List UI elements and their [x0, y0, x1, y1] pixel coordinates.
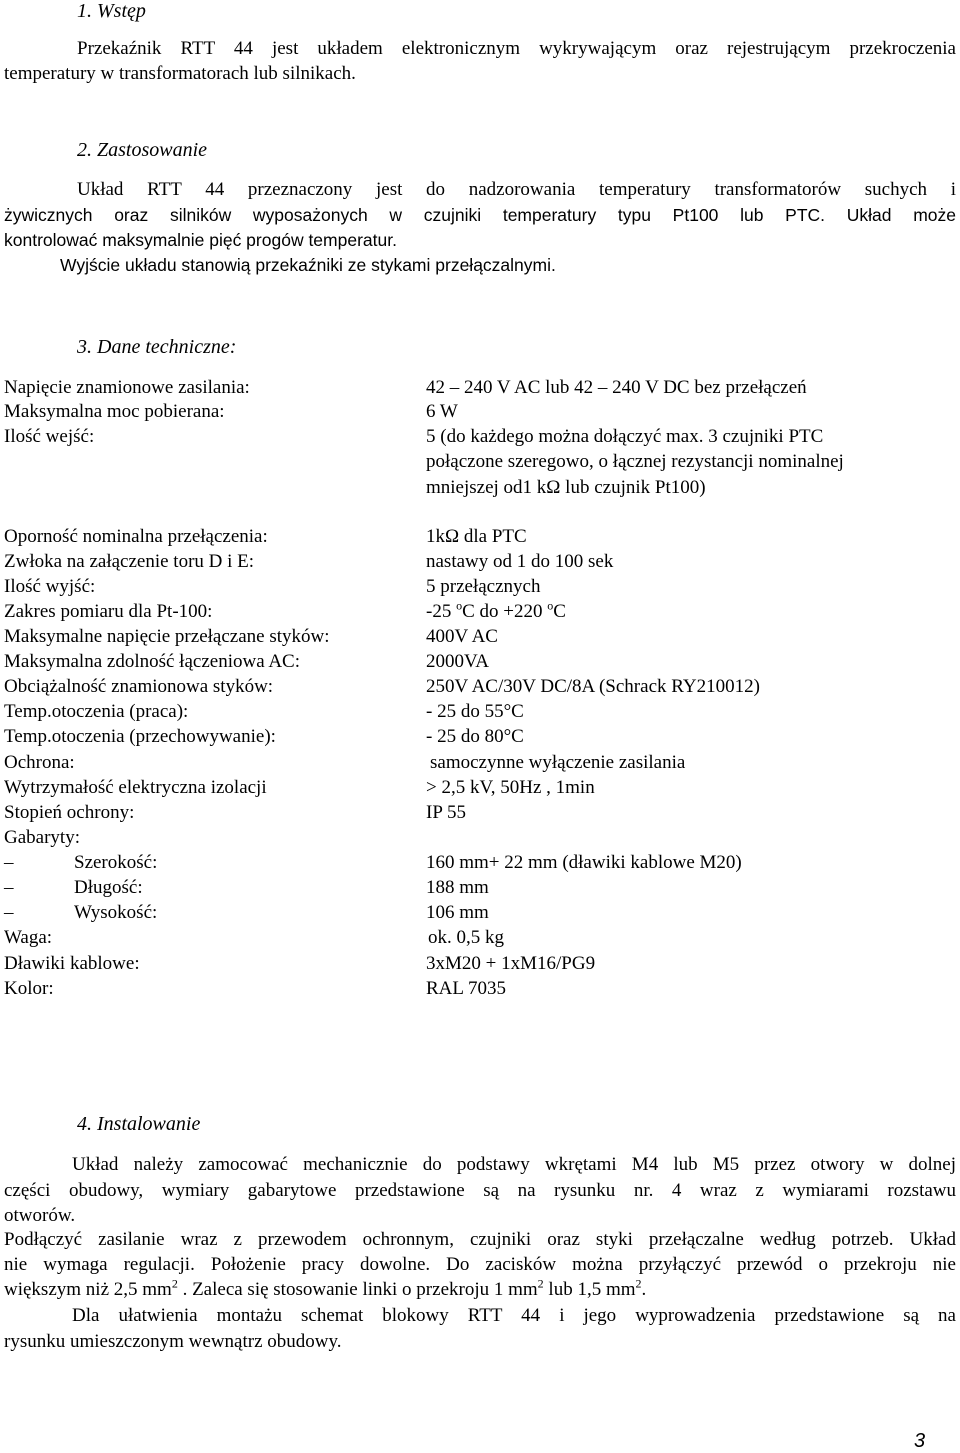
dash-bullet-icon: – — [4, 852, 14, 873]
section-3-heading: 3. Dane techniczne: — [77, 336, 237, 358]
spec-row — [4, 701, 956, 725]
spec-label: Napięcie znamionowe zasilania: — [4, 377, 250, 398]
spec-value: 6 W — [426, 401, 458, 422]
spec-row — [4, 978, 956, 1002]
spec-value-range: -25 $^o$C do +220 $^o$C — [426, 598, 566, 622]
spec-value: 400V AC — [426, 626, 498, 647]
section-4-para-3-line-2: rysunku umieszczonym wewnątrz obudowy. — [4, 1331, 342, 1352]
spec-row — [4, 626, 956, 650]
spec-inputs-value-line-3: mniejszej od1 kΩ lub czujnik Pt100) — [426, 477, 706, 498]
dash-bullet-icon: – — [4, 902, 14, 923]
spec-label: Maksymalna moc pobierana: — [4, 401, 225, 422]
spec-label: Gabaryty: — [4, 827, 80, 848]
spec-value: - 25 do 80°C — [426, 726, 524, 747]
spec-value: 188 mm — [426, 877, 489, 898]
spec-label: Maksymalna zdolność łączeniowa AC: — [4, 651, 301, 672]
section-2-heading: 2. Zastosowanie — [77, 139, 208, 161]
spec-row-supply — [4, 377, 956, 401]
section-4-para-1-line-1: Układ należy zamocować mechanicznie do podstawy wkrętami M4 lub M5 przez otwory w dolnej — [72, 1154, 956, 1175]
spec-row — [4, 526, 956, 550]
spec-label: Długość: — [74, 877, 143, 898]
spec-label: Wysokość: — [74, 902, 158, 923]
spec-label: Temp.otoczenia (praca): — [4, 701, 189, 722]
spec-row — [4, 927, 956, 951]
spec-value: samoczynne wyłączenie zasilania — [430, 752, 686, 773]
spec-value: IP 55 — [426, 802, 466, 823]
section-4-para-2-line-3: większym niż 2,5 $mm^2$ . Zaleca się stosowanie linki o przekroju 1 $mm^2$ lub 1,5 $mm^2$. — [4, 1276, 647, 1300]
section-2-line-4: Wyjście układu stanowią przekaźniki ze stykami przełączalnymi. — [60, 255, 556, 275]
section-4-para-2-line-2: nie wymaga regulacji. Położenie pracy dowolne. Do zacisków można przyłączyć przewód o przekroju nie — [4, 1254, 956, 1275]
spec-value: 1kΩ dla PTC — [426, 526, 527, 547]
section-4-para-3-line-1: Dla ułatwienia montażu schemat blokowy RTT 44 i jego wyprowadzenia przedstawione są na — [72, 1305, 956, 1326]
spec-label: Oporność nominalna przełączenia: — [4, 526, 268, 547]
spec-row-power — [4, 401, 956, 425]
spec-value: 5 przełącznych — [426, 576, 541, 597]
spec-label: Maksymalne napięcie przełączane styków: — [4, 626, 330, 647]
spec-row — [4, 676, 956, 700]
spec-label: Wytrzymałość elektryczna izolacji — [4, 777, 267, 798]
spec-label: Szerokość: — [74, 852, 158, 873]
spec-row — [4, 598, 956, 625]
spec-value: RAL 7035 — [426, 978, 507, 999]
spec-label: Temp.otoczenia (przechowywanie): — [4, 726, 276, 747]
section-2-line-1: Układ RTT 44 przeznaczony jest do nadzorowania temperatury transformatorów suchych i — [77, 179, 956, 200]
spec-label: Zakres pomiaru dla Pt-100: — [4, 601, 213, 622]
spec-row — [4, 953, 956, 977]
spec-value: 106 mm — [426, 902, 489, 923]
section-1-line-2: temperatury w transformatorach lub silnikach. — [4, 63, 356, 84]
spec-row-dimension — [4, 902, 956, 926]
spec-label: Waga: — [4, 927, 53, 948]
spec-row-dimension — [4, 852, 956, 876]
dash-bullet-icon: – — [4, 877, 14, 898]
spec-row — [4, 777, 956, 801]
spec-value: nastawy od 1 do 100 sek — [426, 551, 614, 572]
section-4-para-1-line-2: części obudowy, wymiary gabarytowe przedstawione są na rysunku nr. 4 wraz z wymiarami rozstawu — [4, 1180, 956, 1201]
spec-value: 5 (do każdego można dołączyć max. 3 czujniki PTC — [426, 426, 824, 447]
spec-label: Ochrona: — [4, 752, 75, 773]
spec-row — [4, 551, 956, 575]
spec-value: 250V AC/30V DC/8A (Schrack RY210012) — [426, 676, 760, 697]
spec-value: 3xM20 + 1xM16/PG9 — [426, 953, 596, 974]
section-1-heading: 1. Wstęp — [77, 0, 146, 22]
spec-row — [4, 651, 956, 675]
spec-value: ok. 0,5 kg — [428, 927, 504, 948]
spec-value: 2000VA — [426, 651, 489, 672]
section-4-heading: 4. Instalowanie — [77, 1113, 201, 1135]
spec-value: 160 mm+ 22 mm (dławiki kablowe M20) — [426, 852, 742, 873]
spec-label: Ilość wejść: — [4, 426, 95, 447]
spec-value: 42 – 240 V AC lub 42 – 240 V DC bez przełączeń — [426, 377, 807, 398]
section-2-line-2: żywicznych oraz silników wyposażonych w czujniki temperatury typu Pt100 lub PTC. Układ może — [4, 205, 956, 225]
section-2-line-3: kontrolować maksymalnie pięć progów temperatur. — [4, 230, 397, 250]
page-number: 3 — [914, 1430, 926, 1452]
spec-label: Obciążalność znamionowa styków: — [4, 676, 274, 697]
spec-row-dimension — [4, 877, 956, 901]
spec-label: Zwłoka na załączenie toru D i E: — [4, 551, 255, 572]
spec-row-inputs — [4, 426, 956, 450]
section-1-line-1: Przekaźnik RTT 44 jest układem elektronicznym wykrywającym oraz rejestrującym przekroczenia — [77, 38, 956, 59]
spec-label: Kolor: — [4, 978, 54, 999]
spec-row-dimensions — [4, 827, 956, 851]
spec-row — [4, 752, 956, 776]
spec-label: Dławiki kablowe: — [4, 953, 140, 974]
spec-label: Stopień ochrony: — [4, 802, 135, 823]
spec-value: - 25 do 55°C — [426, 701, 524, 722]
spec-inputs-value-line-2: połączone szeregowo, o łącznej rezystancji nominalnej — [426, 451, 844, 472]
spec-row — [4, 802, 956, 826]
spec-row — [4, 576, 956, 600]
spec-row — [4, 726, 956, 750]
section-4-para-2-line-1: Podłączyć zasilanie wraz z przewodem ochronnym, czujniki oraz styki przełączalne według potrzeb. Układ — [4, 1229, 956, 1250]
section-4-para-1-line-3: otworów. — [4, 1205, 76, 1226]
spec-value: > 2,5 kV, 50Hz , 1min — [426, 777, 595, 798]
spec-label: Ilość wyjść: — [4, 576, 96, 597]
